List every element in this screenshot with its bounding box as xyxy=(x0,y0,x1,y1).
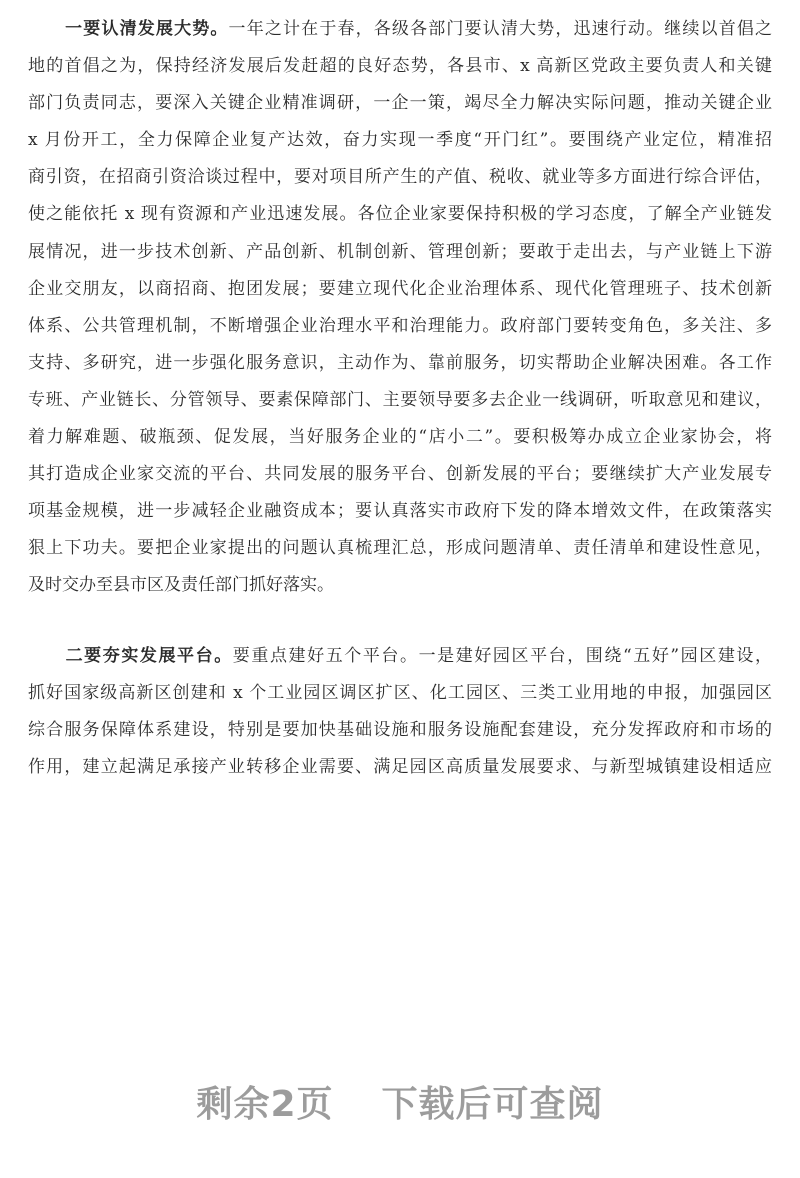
text-line: 专班、产业链长、分管领导、要素保障部门、主要领导要多去企业一线调研，听取意见和建议， xyxy=(28,389,772,410)
text-line: 抓好国家级高新区创建和 x 个工业园区调区扩区、化工园区、三类工业用地的申报，加强园区 xyxy=(28,683,772,704)
text-line: 及时交办至县市区及责任部门抓好落实。 xyxy=(28,575,334,596)
text-line: 综合服务保障体系建设，特别是要加快基础设施和服务设施配套建设，充分发挥政府和市场的 xyxy=(28,720,772,741)
text-line: 作用，建立起满足承接产业转移企业需要、满足园区高质量发展要求、与新型城镇建设相适应 xyxy=(28,757,772,778)
text-line: 部门负责同志，要深入关键企业精准调研，一企一策，竭尽全力解决实际问题，推动关键企业 xyxy=(28,93,772,114)
text-line: 体系、公共管理机制，不断增强企业治理水平和治理能力。政府部门要转变角色，多关注、多 xyxy=(28,315,772,336)
text-line: 企业交朋友，以商招商、抱团发展；要建立现代化企业治理体系、现代化管理班子、技术创新 xyxy=(28,278,772,299)
text-line: 商引资，在招商引资洽谈过程中，要对项目所产生的产值、税收、就业等多方面进行综合评估， xyxy=(28,167,772,188)
paragraph-lead: 一要认清发展大势。 xyxy=(64,19,229,39)
remaining-pages-label: 剩余2页 xyxy=(196,1084,334,1125)
text-line: 使之能依托 x 现有资源和产业迅速发展。各位企业家要保持积极的学习态度，了解全产业链发 xyxy=(28,204,772,225)
text-line xyxy=(28,11,772,48)
text-line: 着力解难题、破瓶颈、促发展，当好服务企业的“店小二”。要积极筹办成立企业家协会，将 xyxy=(28,427,772,448)
text-line: 狠上下功夫。要把企业家提出的问题认真梳理汇总，形成问题清单、责任清单和建设性意见， xyxy=(28,538,772,559)
paragraph-lead: 二要夯实发展平台。 xyxy=(64,646,233,666)
line-text: 要重点建好五个平台。一是建好园区平台，围绕“五好”园区建设， xyxy=(232,646,772,666)
text-line: 展情况，进一步技术创新、产品创新、机制创新、管理创新；要敢于走出去，与产业链上下游 xyxy=(28,241,772,262)
text-line: 支持、多研究，进一步强化服务意识，主动作为、靠前服务，切实帮助企业解决困难。各工作 xyxy=(28,352,772,373)
line-text: 一年之计在于春，各级各部门要认清大势，迅速行动。继续以首倡之 xyxy=(228,19,772,39)
text-line: 项基金规模，进一步减轻企业融资成本；要认真落实市政府下发的降本增效文件，在政策落实 xyxy=(28,501,772,522)
paragraph-platform xyxy=(28,638,772,786)
text-line: 地的首倡之为，保持经济发展后发赶超的良好态势，各县市、x 高新区党政主要负责人和关键 xyxy=(28,56,772,77)
paragraph-develop-trend xyxy=(28,11,772,605)
text-line xyxy=(28,638,772,675)
text-line: 其打造成企业家交流的平台、共同发展的服务平台、创新发展的平台；要继续扩大产业发展专 xyxy=(28,464,772,485)
download-prompt-banner[interactable] xyxy=(0,1076,800,1127)
download-to-view-label[interactable]: 下载后可查阅 xyxy=(381,1084,604,1125)
text-line: x 月份开工，全力保障企业复产达效，奋力实现一季度“开门红”。要围绕产业定位，精准招 xyxy=(28,130,772,151)
